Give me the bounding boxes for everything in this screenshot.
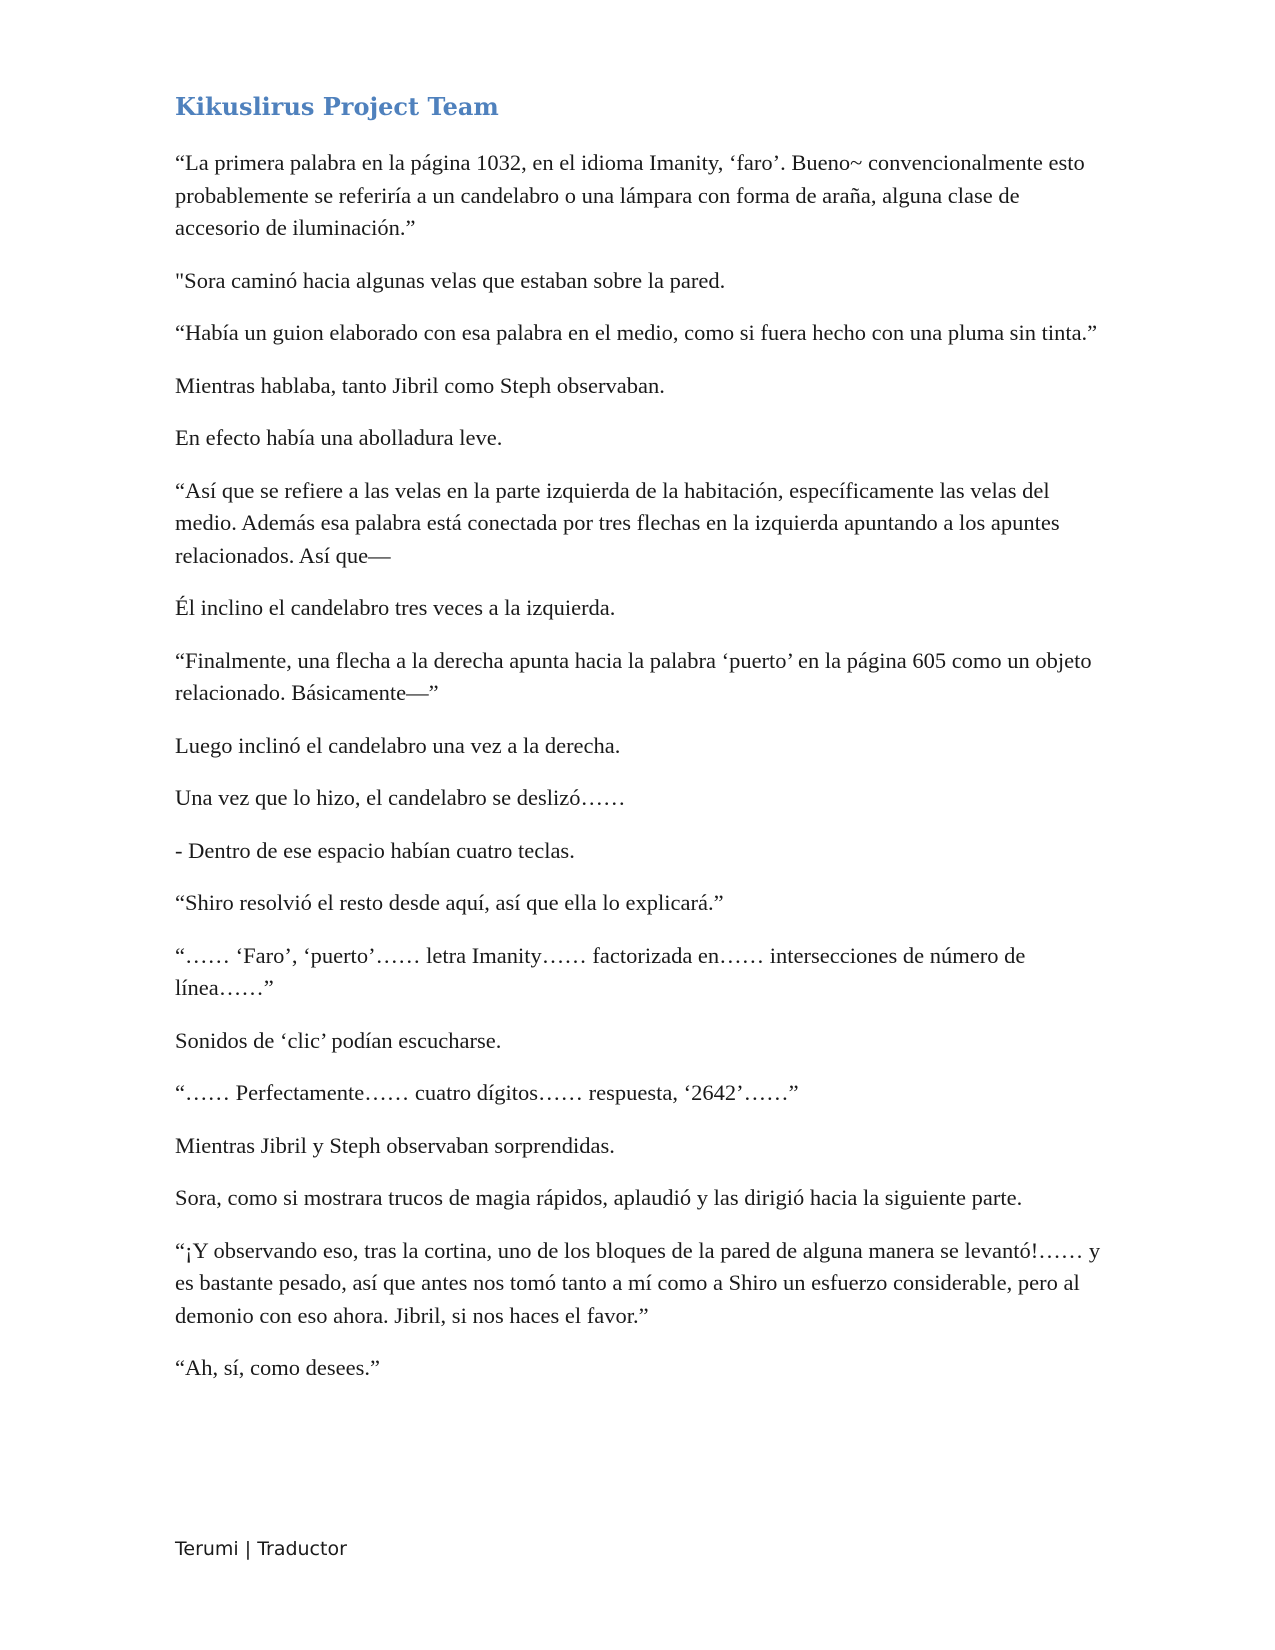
paragraph: Él inclino el candelabro tres veces a la izquierda.	[175, 595, 616, 620]
paragraph: “Ah, sí, como desees.”	[175, 1355, 380, 1380]
paragraph: Luego inclinó el candelabro una vez a la derecha.	[175, 732, 621, 758]
paragraph: “…… Perfectamente…… cuatro dígitos…… respuesta, ‘2642’……”	[175, 1080, 799, 1105]
paragraph: Una vez que lo hizo, el candelabro se deslizó……	[175, 785, 626, 810]
paragraph: "Sora caminó hacia algunas velas que estaban sobre la pared.	[175, 267, 726, 293]
paragraph: “¡Y observando eso, tras la cortina, uno de los bloques de la pared de alguna manera se levantó!…… y es bastante pesado, así que antes nos tomó tanto a mí como a Shiro un esfuerzo considerable, pero al demonio con eso ahora. Jibril, si nos haces el favor.”	[175, 1237, 1101, 1328]
paragraph: “Shiro resolvió el resto desde aquí, así que ella lo explicará.”	[175, 890, 724, 915]
paragraph: - Dentro de ese espacio habían cuatro teclas.	[175, 837, 575, 863]
paragraph: “Finalmente, una flecha a la derecha apunta hacia la palabra ‘puerto’ en la página 605 como un objeto relacionado. Básicamente—”	[175, 647, 1092, 705]
paragraph: Sonidos de ‘clic’ podían escucharse.	[175, 1027, 502, 1053]
paragraph: “…… ‘Faro’, ‘puerto’…… letra Imanity…… factorizada en…… intersecciones de número de línea……”	[175, 942, 1026, 1000]
paragraph: “La primera palabra en la página 1032, en el idioma Imanity, ‘faro’. Bueno~ convencionalmente esto probablemente se referiría a un candelabro o una lámpara con forma de araña, alguna clase de accesorio de iluminación.”	[175, 150, 1085, 240]
paragraph: “Así que se refiere a las velas en la parte izquierda de la habitación, específicamente las velas del medio. Además esa palabra está conectada por tres flechas en la izquierda apuntando a los apuntes relacionados. Así que—	[175, 477, 1060, 568]
paragraph: En efecto había una abolladura leve.	[175, 425, 503, 450]
paragraph: Mientras hablaba, tanto Jibril como Steph observaban.	[175, 372, 665, 398]
paragraph: Mientras Jibril y Steph observaban sorprendidas.	[175, 1132, 615, 1158]
page-header-title: Kikuslirus Project Team	[175, 92, 499, 121]
document-body	[175, 147, 1110, 1405]
paragraph: “Había un guion elaborado con esa palabra en el medio, como si fuera hecho con una pluma sin tinta.”	[175, 320, 1098, 345]
paragraph: Sora, como si mostrara trucos de magia rápidos, aplaudió y las dirigió hacia la siguiente parte.	[175, 1185, 1023, 1210]
page-footer: Terumi | Traductor	[175, 1538, 347, 1560]
